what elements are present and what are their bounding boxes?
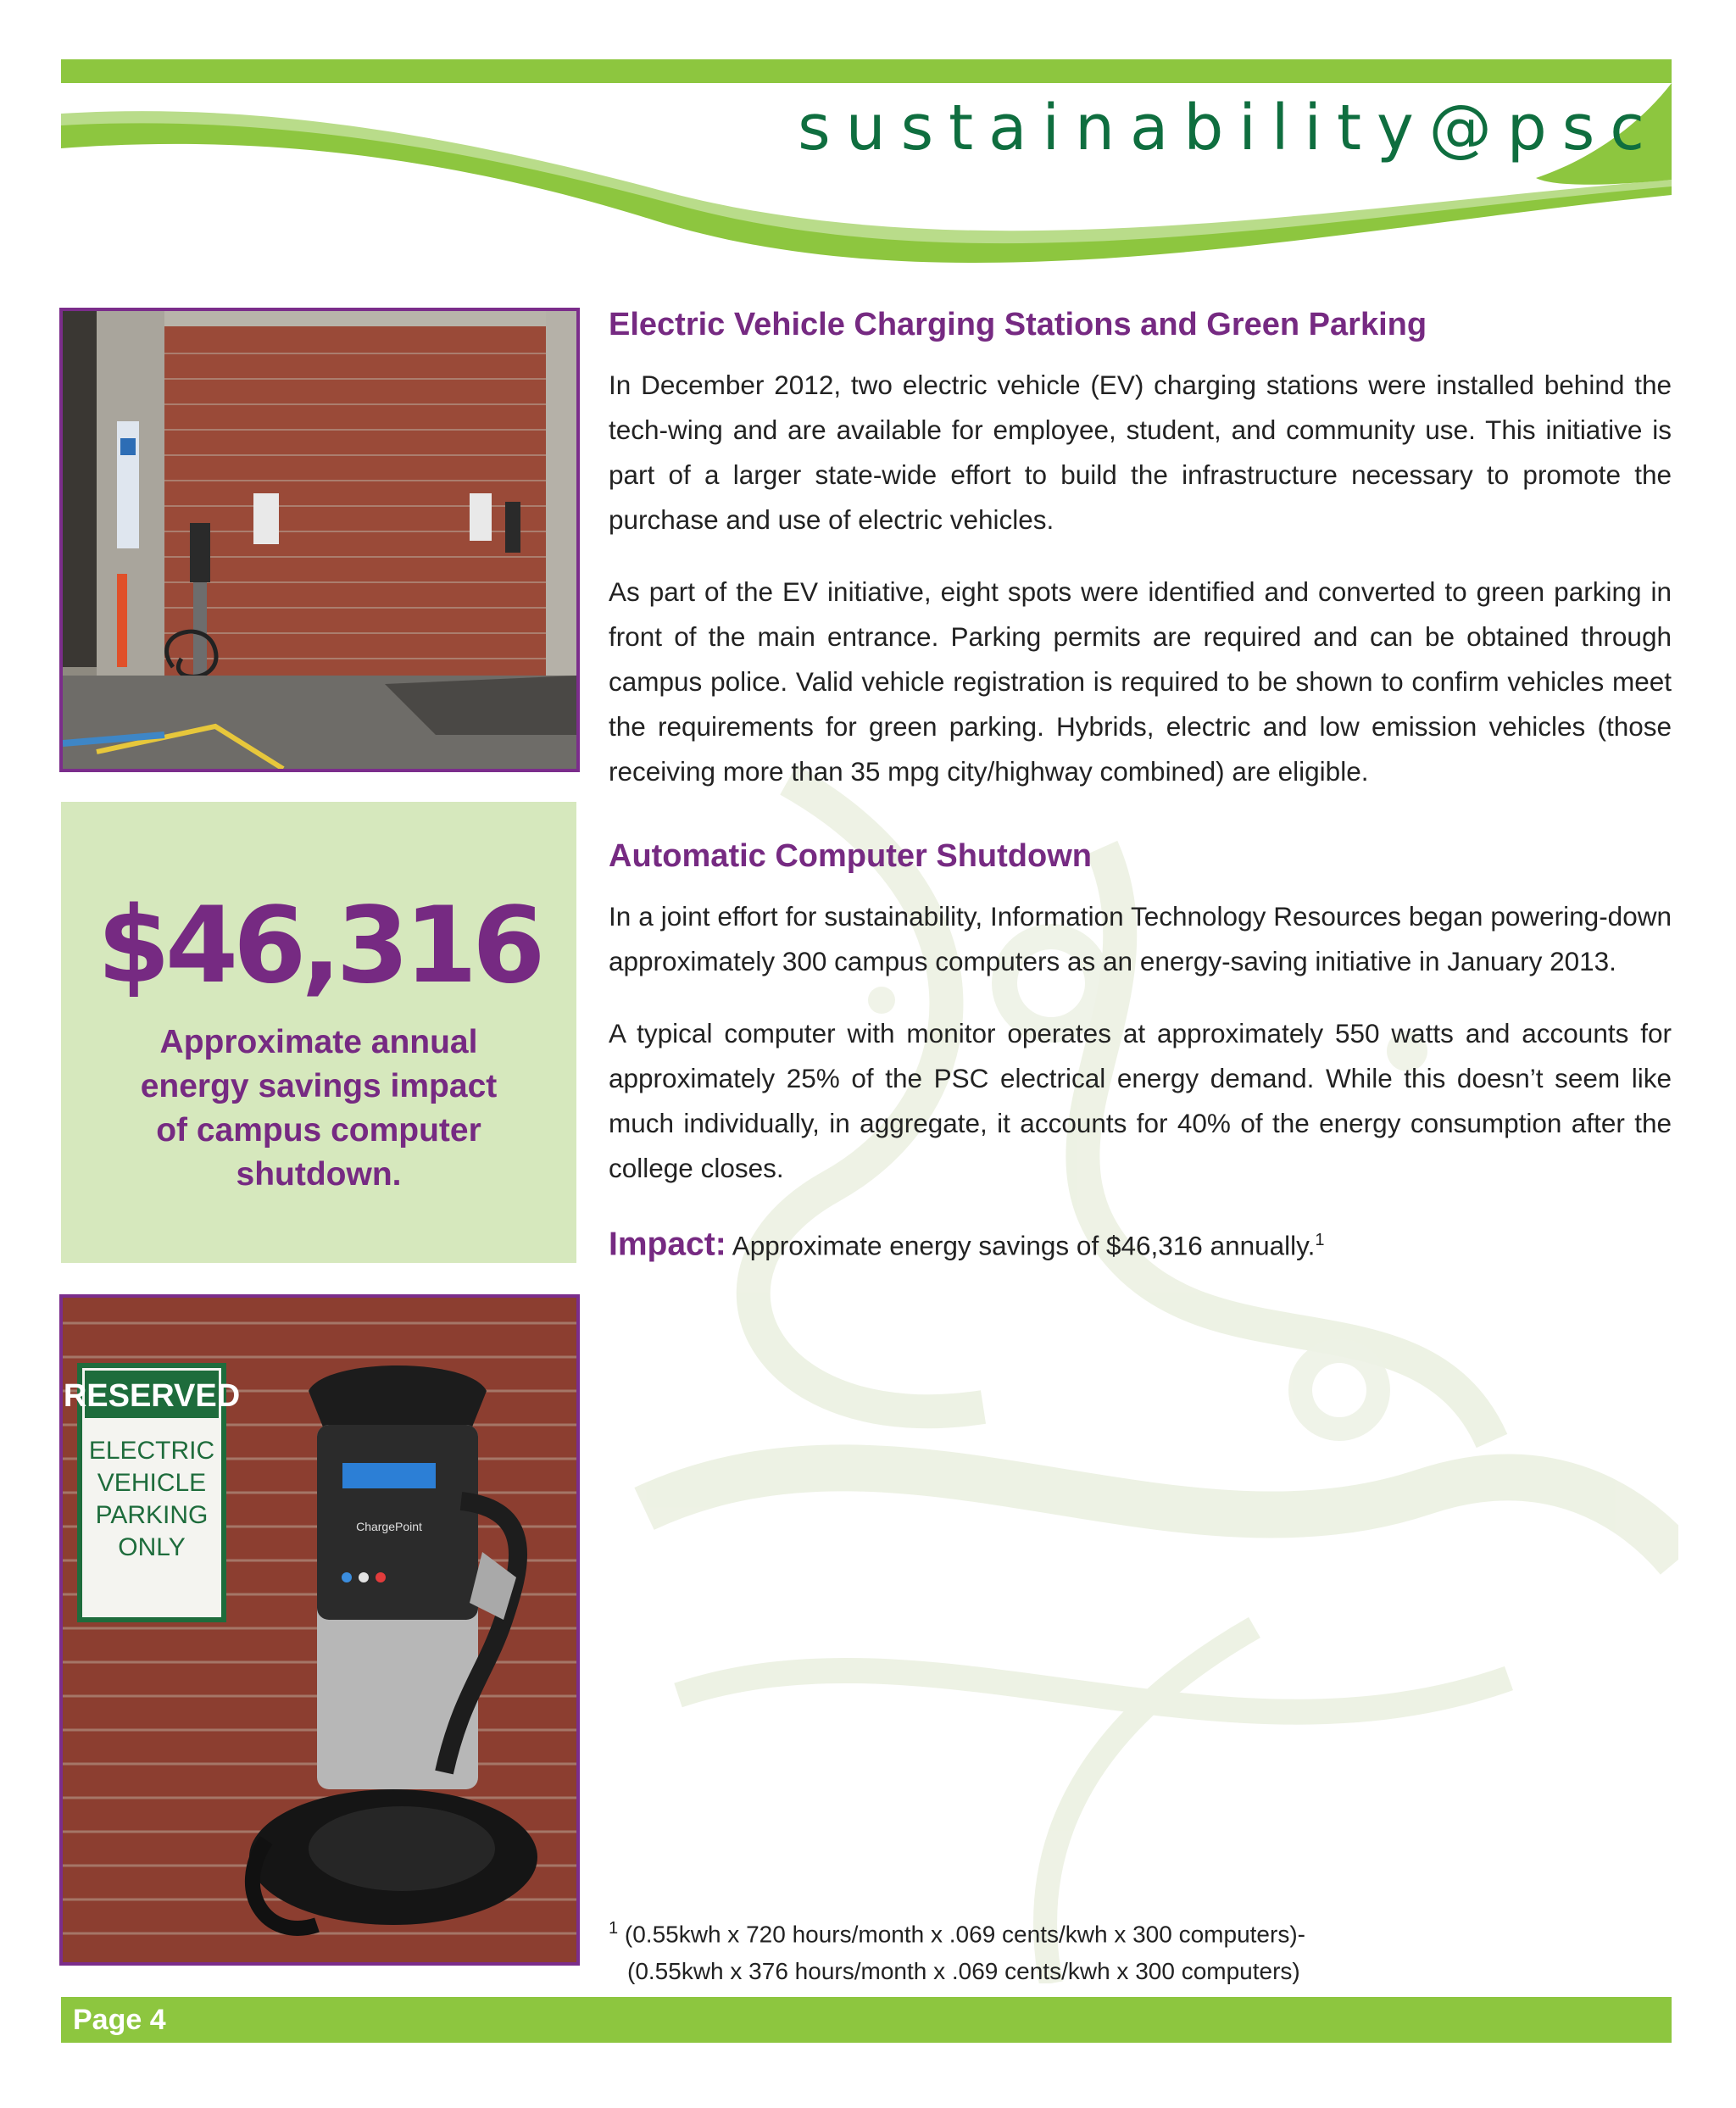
impact-footnote-ref: 1	[1315, 1231, 1325, 1249]
impact-label: Impact:	[609, 1226, 726, 1263]
footer-bar	[61, 1997, 1672, 2043]
main-content	[609, 303, 1672, 1269]
ev-paragraph-1: In December 2012, two electric vehicle (EV) charging stations were installed behind the tech-wing and are available for employee, student, and community use. This initiative is part of a larger state-wide effort to build the infrastructure necessary to promote the purchase and use of electric vehicles.	[609, 370, 1672, 535]
sign-body-line-4: ONLY	[118, 1533, 186, 1561]
impact-text: Approximate energy savings of $46,316 annually.	[732, 1230, 1316, 1261]
ev-paragraph-2: As part of the EV initiative, eight spots were identified and converted to green parking in front of the main entrance. Parking permits are required and can be obtained through campus police. Valid vehicle registration is required to be shown to confirm vehicles meet the requirements for green parking. Hybrids, electric and low emission vehicles (those receiving more than 35 mpg city/highway combined) are eligible.	[609, 576, 1672, 787]
footnote-line-1: (0.55kwh x 720 hours/month x .069 cents/kwh x 300 computers)-	[624, 1921, 1305, 1948]
ev-section-heading: Electric Vehicle Charging Stations and Green Parking	[609, 307, 1427, 342]
header-title: sustainability@psc	[798, 92, 1660, 164]
shutdown-paragraph-1: In a joint effort for sustainability, Information Technology Resources began powering-down approximately 300 campus computers as an energy-saving initiative in January 2013.	[609, 901, 1672, 976]
footnote	[609, 1910, 1668, 1990]
footnote-line-2: (0.55kwh x 376 hours/month x .069 cents/kwh x 300 computers)	[627, 1958, 1300, 1985]
impact-statement	[609, 1218, 1672, 1269]
shutdown-paragraph-2: A typical computer with monitor operates at approximately 550 watts and accounts for approximately 25% of the PSC electrical energy demand. While this doesn’t seem like much individually, in aggregate, it accounts for 40% of the energy consumption after the college closes.	[609, 1018, 1672, 1183]
savings-callout-box	[61, 802, 576, 1263]
savings-amount: $46,316	[97, 885, 541, 1007]
page-number: Page 4	[73, 2004, 166, 2036]
photo-ev-charging-stations	[59, 308, 580, 772]
charger-brand-text: ChargePoint	[356, 1520, 422, 1533]
sign-body-line-3: PARKING	[95, 1501, 209, 1529]
sign-body-line-1: ELECTRIC	[88, 1437, 215, 1465]
savings-caption: Approximate annual energy savings impact of campus computer shutdown.	[140, 1024, 498, 1193]
sign-body-line-2: VEHICLE	[97, 1469, 207, 1497]
sign-reserved-text: RESERVED	[63, 1378, 241, 1414]
footnote-marker: 1	[609, 1919, 619, 1938]
photo-chargepoint-station	[59, 1294, 580, 1966]
shutdown-section-heading: Automatic Computer Shutdown	[609, 838, 1092, 874]
